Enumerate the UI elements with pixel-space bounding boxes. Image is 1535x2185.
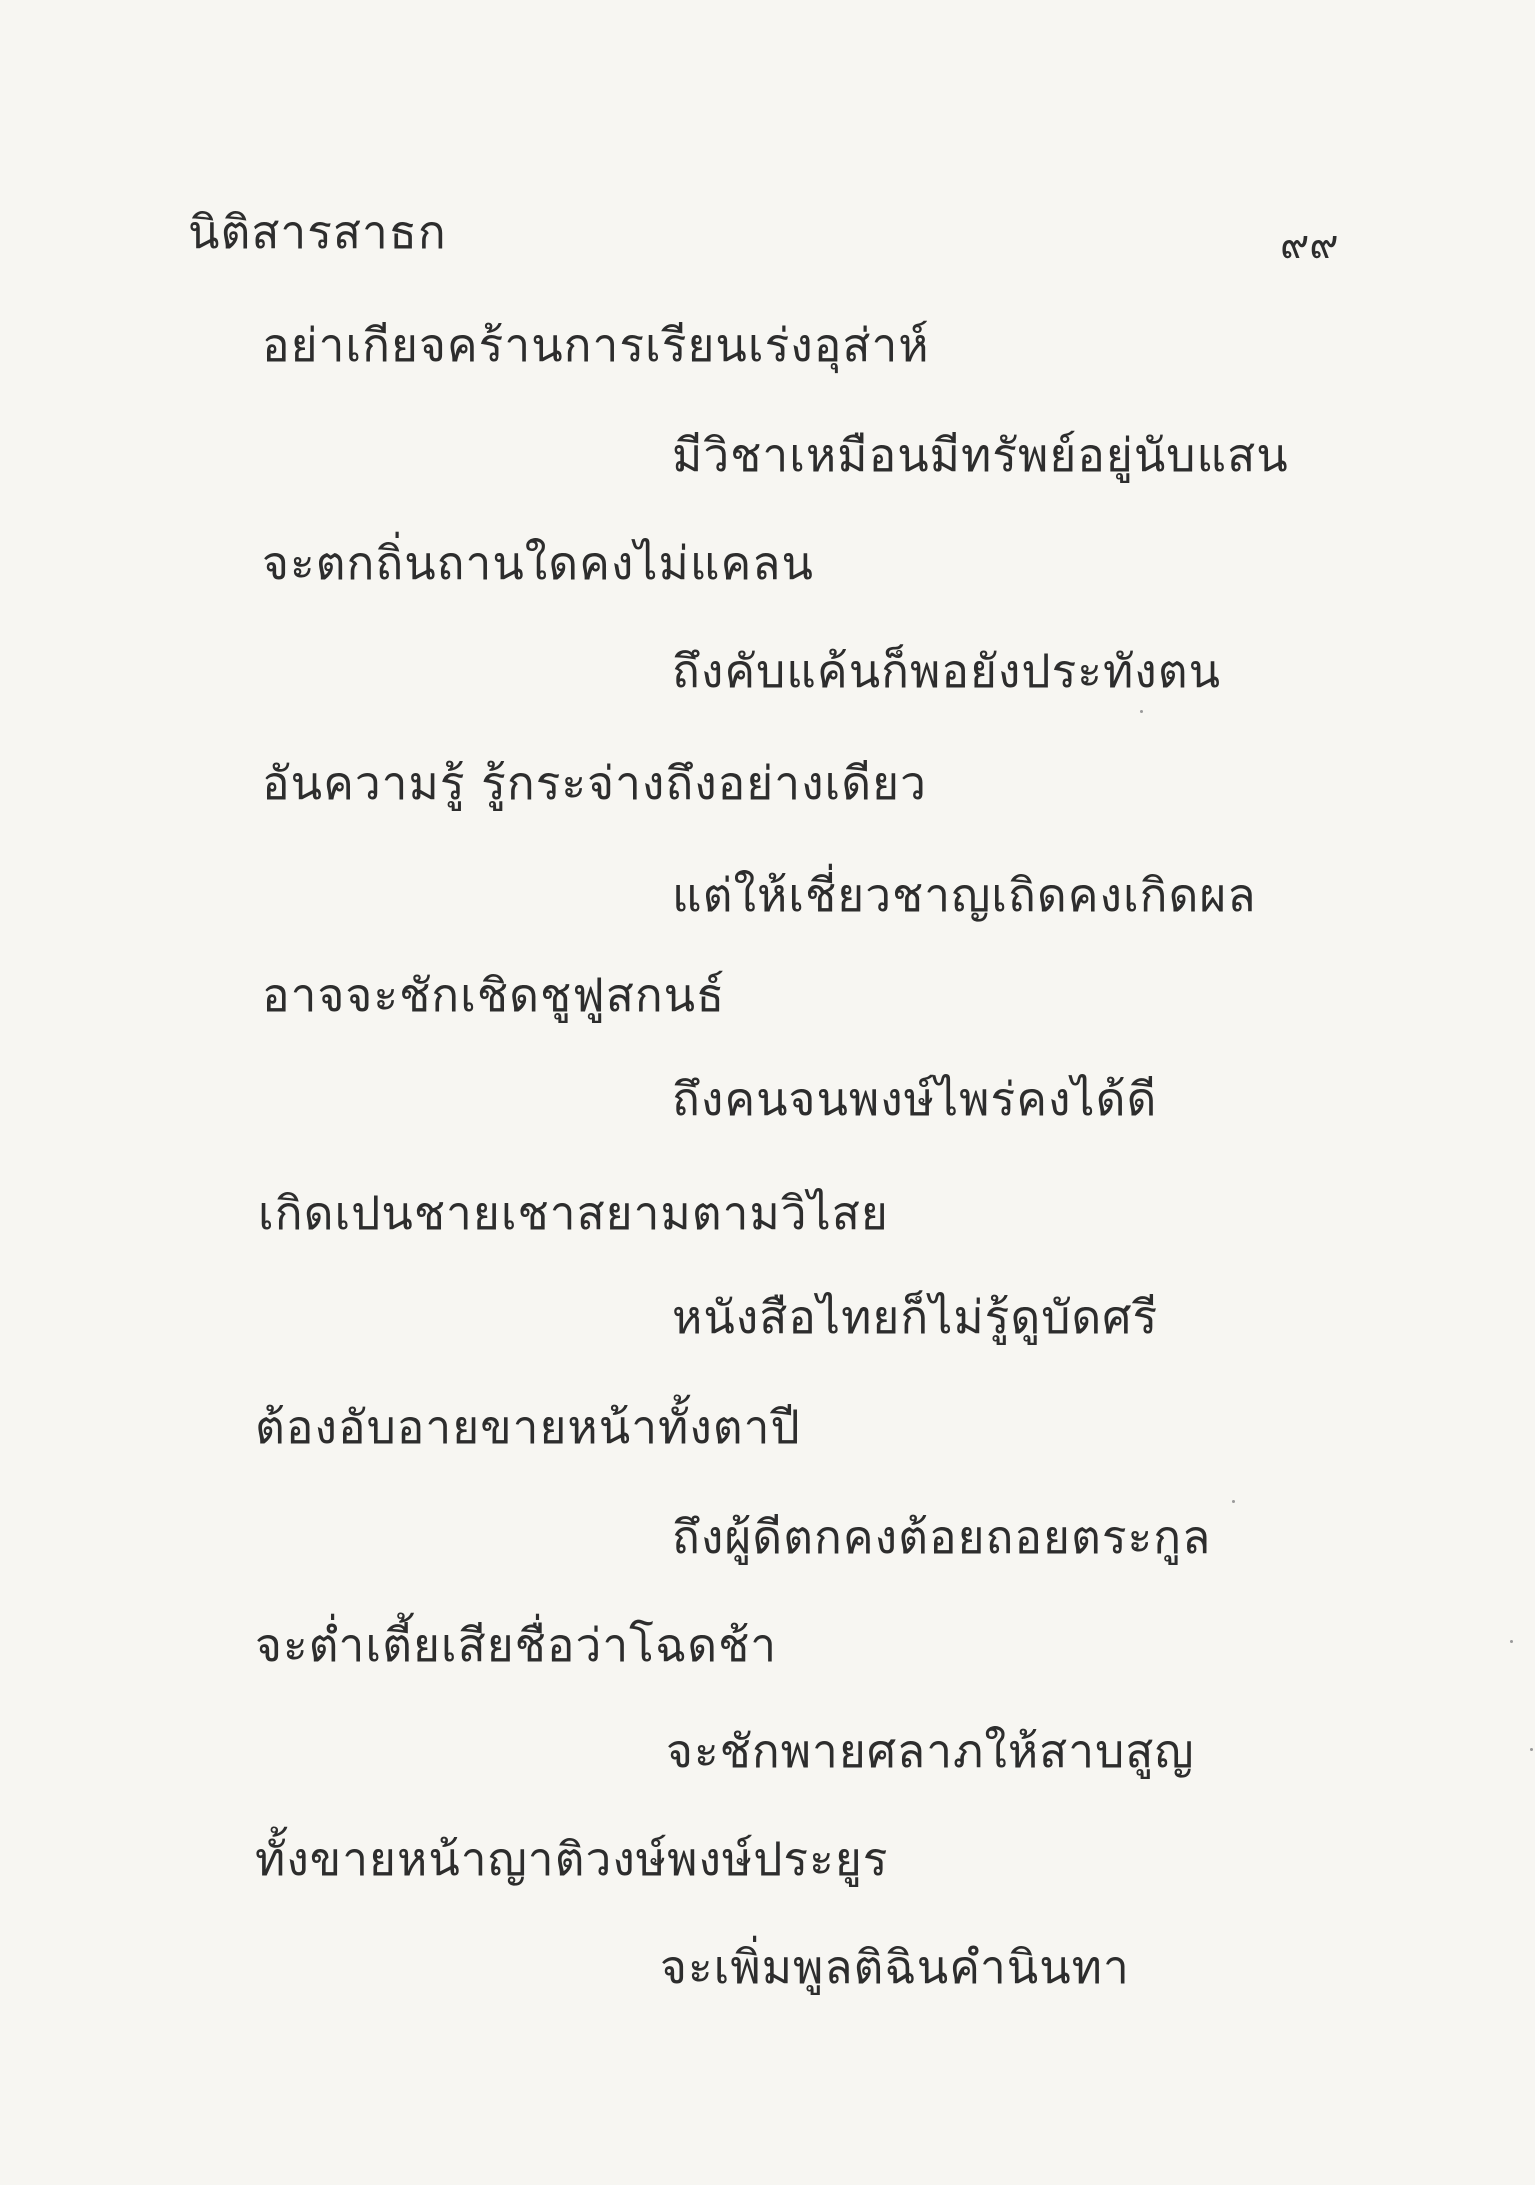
verse-line: ถึงคนจนพงษ์ไพร่คงได้ดี: [672, 1072, 1158, 1126]
verse-line: จะชักพายศลาภให้สาบสูญ: [666, 1724, 1195, 1778]
verse-line: ถึงคับแค้นก็พอยังประทังตน: [672, 644, 1222, 698]
verse-line: จะตกถิ่นถานใดคงไม่แคลน: [262, 536, 814, 590]
verse-line: ถึงผู้ดีตกคงต้อยถอยตระกูล: [672, 1510, 1212, 1564]
verse-line: หนังสือไทยก็ไม่รู้ดูบัดศรี: [672, 1290, 1159, 1344]
verse-line: แต่ให้เชี่ยวชาญเถิดคงเกิดผล: [672, 868, 1257, 922]
verse-line: ทั้งขายหน้าญาติวงษ์พงษ์ประยูร: [255, 1832, 889, 1886]
scan-speck: [1530, 1748, 1533, 1751]
verse-line: อย่าเกียจคร้านการเรียนเร่งอุส่าห์: [262, 318, 930, 372]
verse-line: อันความรู้ รู้กระจ่างถึงอย่างเดียว: [262, 756, 927, 810]
verse-line: อาจจะชักเชิดชูฟูสกนธ์: [262, 968, 726, 1022]
verse-line: จะต่ำเตี้ยเสียชื่อว่าโฉดช้า: [255, 1618, 778, 1672]
verse-line: เกิดเปนชายเชาสยามตามวิไสย: [258, 1186, 889, 1240]
verse-line: จะเพิ่มพูลติฉินคำนินทา: [660, 1940, 1130, 1994]
scan-speck: [1232, 1500, 1235, 1503]
verse-line: ต้องอับอายขายหน้าทั้งตาปี: [255, 1400, 801, 1454]
verse-line: มีวิชาเหมือนมีทรัพย์อยู่นับแสน: [672, 428, 1289, 482]
page-title: นิติสารสาธก: [188, 205, 447, 259]
scan-speck: [1140, 710, 1143, 713]
page-number: ๙๙: [1280, 222, 1339, 268]
scan-speck: [1510, 1640, 1513, 1643]
